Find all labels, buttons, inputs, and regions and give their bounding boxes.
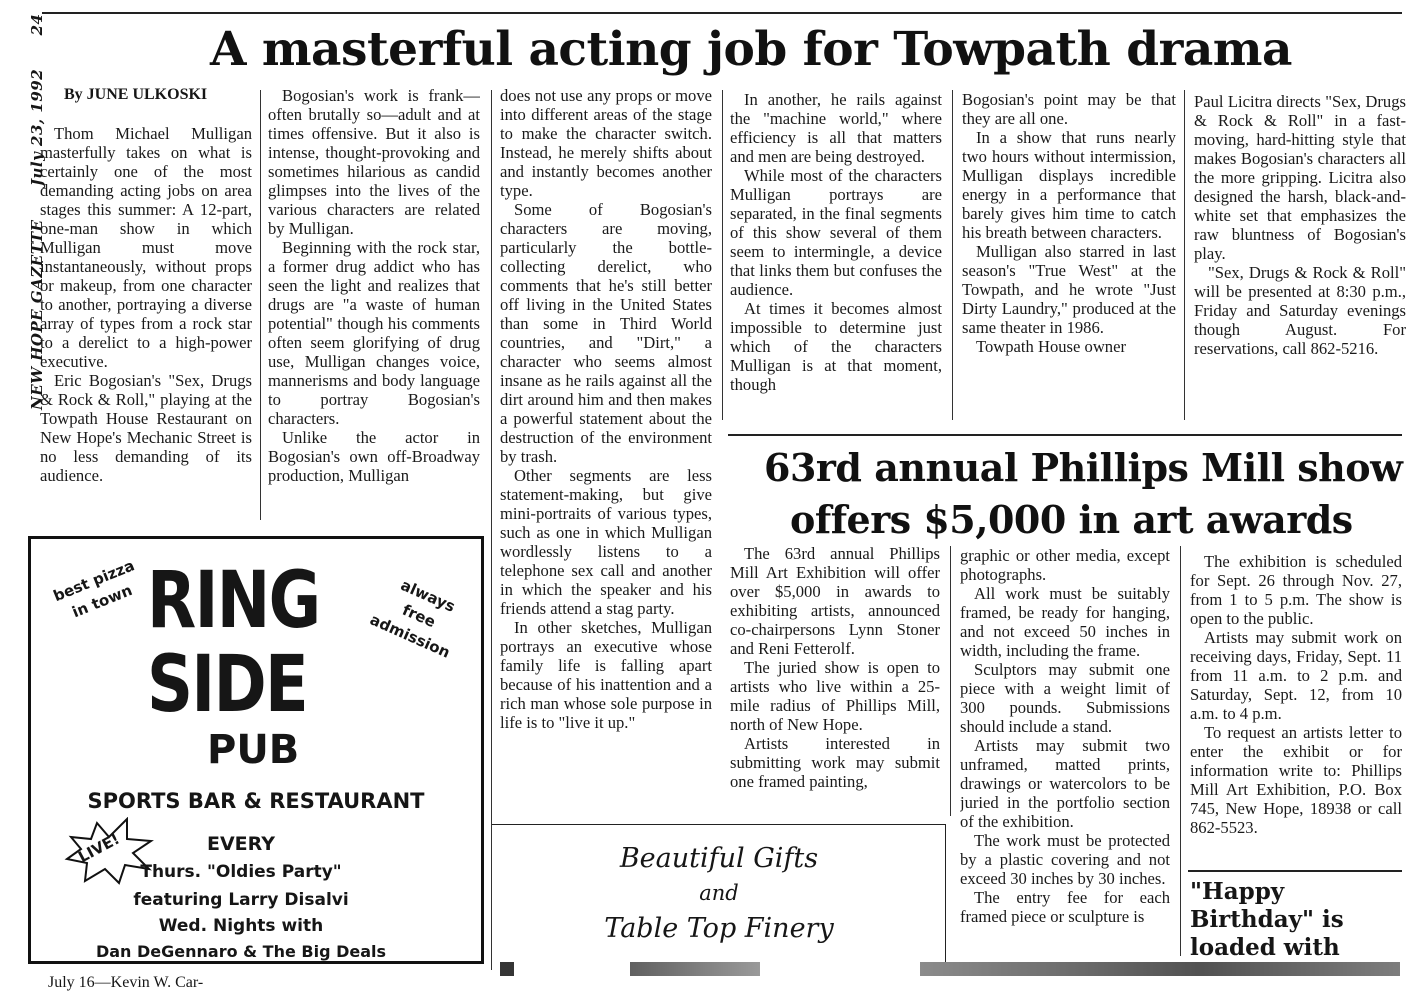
ad-event-2: featuring Larry Disalvi (133, 890, 349, 910)
ringside-ad (28, 536, 484, 964)
ad-event-3: Wed. Nights with (158, 916, 324, 936)
gifts-ad (492, 824, 946, 962)
paragraph: The entry fee for each framed piece or sculpture is (960, 888, 1170, 926)
paragraph: Eric Bogosian's "Sex, Drugs & Rock & Roll," playing at the Towpath House Restaurant on New Hope's Mechanic Street is no less demanding of its audience. (40, 371, 252, 485)
gifts-line-2: and (699, 881, 739, 905)
article2-headline-line1: 63rd annual Phillips Mill show (764, 445, 1403, 490)
paragraph: The 63rd annual Phillips Mill Art Exhibition will offer over $5,000 in awards to exhibiting artists, announced co-chairpersons Lynn Stoner and Reni Fetterolf. (730, 544, 940, 658)
top-rule (42, 12, 1402, 14)
paragraph: At times it becomes almost impossible to determine just which of the characters Mulligan is at that moment, though (730, 299, 942, 394)
column-divider (1180, 546, 1181, 956)
masthead (0, 0, 46, 420)
column-divider (1184, 90, 1185, 420)
article1-column-2 (268, 86, 480, 526)
article2-column-2 (960, 546, 1170, 960)
paragraph: The juried show is open to artists who live within a 25-mile radius of Phillips Mill, north of New Hope. (730, 658, 940, 734)
ad-name-pub: PUB (207, 727, 300, 773)
paragraph: Artists may submit work on receiving days, Friday, Sept. 11 from 11 a.m. to 2 p.m. and Saturday, Sept. 12, from 10 a.m. to 4 p.m. (1190, 628, 1402, 723)
paragraph: Thom Michael Mulligan masterfully takes on what is certainly one of the most demanding acting jobs on area stages this summer: A 12-part, one-man show in which Mulligan must move instantaneously, without props or makeup, from one character to another, portraying a diverse array of types from a rock star to a derelict to a high-power executive. (40, 124, 252, 371)
article3-rule (1188, 870, 1402, 872)
paragraph: Artists interested in submitting work may submit one framed painting, (730, 734, 940, 791)
paragraph: The exhibition is scheduled for Sept. 26 through Nov. 27, from 1 to 5 p.m. The show is open to the public. (1190, 552, 1402, 628)
column-divider (952, 90, 953, 420)
paragraph: Sculptors may submit one piece with a weight limit of 300 pounds. Submissions should include a stand. (960, 660, 1170, 736)
paragraph: Other segments are less statement-making, but give mini-portraits of various types, such as one in which Mulligan wordlessly listens to a telephone sex call and another in which the speaker and his friends attend a stag party. (500, 466, 712, 618)
article2-column-1 (730, 544, 940, 816)
column-divider (722, 90, 723, 420)
paragraph: All work must be suitably framed, be ready for hanging, and not exceed 50 inches in width, including the frame. (960, 584, 1170, 660)
ad-subtitle: SPORTS BAR & RESTAURANT (87, 789, 425, 813)
paragraph: To request an artists letter to enter the exhibit or for information write to: Phillips Mill Art Exhibition, P.O. Box 745, New Hope, 18938 or call 862-5523. (1190, 723, 1402, 837)
paragraph: "Sex, Drugs & Rock & Roll" will be presented at 8:30 p.m., Friday and Saturday evenings though August. For reservations, call 862-5216. (1194, 263, 1406, 358)
paragraph: Artists may submit two unframed, matted prints, drawings or watercolors to be juried in the portfolio section of the exhibition. (960, 736, 1170, 831)
article2-headline-line2: offers $5,000 in art awards (790, 497, 1353, 542)
paragraph: Bogosian's point may be that they are all one. (962, 90, 1176, 128)
ad-name-side: SIDE (147, 640, 308, 730)
paragraph: Paul Licitra directs "Sex, Drugs & Rock & Roll" in a fast-moving, hard-hitting style that makes Bogosian's characters all the more gripping. Licitra also designed the harsh, black-and-white set that emphasizes the raw bluntness of Bogosian's play. (1194, 92, 1406, 263)
column-divider (260, 90, 261, 520)
paragraph: In another, he rails against the "machine world," where efficiency is all that matters and men are being destroyed. (730, 90, 942, 166)
page-number: 24 (28, 13, 46, 36)
article3-headline: "Happy Birthday" is loaded with (1190, 878, 1344, 961)
ad-name-ring: RING (147, 556, 320, 646)
article1-column-1 (40, 124, 252, 528)
byline: By JUNE ULKOSKI (64, 86, 208, 103)
gifts-line-1: Beautiful Gifts (619, 843, 819, 874)
issue-date: July 23, 1992 (28, 68, 46, 187)
column-divider (950, 546, 951, 816)
article1-headline: A masterful acting job for Towpath drama (210, 22, 1292, 77)
ad-tag-right: always free admission (367, 575, 458, 662)
paragraph: Beginning with the rock star, a former drug addict who has seen the light and realizes that drugs are "a waste of human potential" though his comments often seem glorifying of drug use, Mulligan changes voice, mannerisms and body language to portray Bogosian's characters. (268, 238, 480, 428)
article1-column-3 (500, 86, 712, 814)
paragraph: Some of Bogosian's characters are moving, particularly the bottle-collecting derelict, who comments that he's still better off living in the United States than some in Third World countries, and "Dirt," a character who seems almost insane as he rails against all the dirt around him and then makes a powerful statement about the destruction of the environment by trash. (500, 200, 712, 466)
ad-event-1: Thurs. "Oldies Party" (140, 862, 342, 882)
article2-rule (728, 434, 1402, 436)
article1-column-6 (1194, 92, 1406, 422)
article1-column-4 (730, 90, 942, 416)
live-badge: LIVE! (75, 829, 123, 867)
paragraph: does not use any props or move into different areas of the stage to make the character switch. Instead, he merely shifts about and instantly becomes another type. (500, 86, 712, 200)
paragraph: In a show that runs nearly two hours without intermission, Mulligan displays incredible energy in a performance that barely gives him time to catch his breath between characters. (962, 128, 1176, 242)
paragraph: Towpath House owner (976, 337, 1126, 356)
paragraph: Mulligan also starred in last season's "True West" at the Towpath, and he wrote "Just Dirty Laundry," produced at the same theater in 1986. (962, 242, 1176, 337)
footer-fragment: July 16—Kevin W. Car- (48, 974, 204, 991)
paragraph: While most of the characters Mulligan portrays are separated, in the final segments of this show several of them seem to intermingle, a device that links them but confuses the audience. (730, 166, 942, 299)
publication-name: NEW HOPE GAZETTE (28, 219, 46, 410)
ad-event-4: Dan DeGennaro & The Big Deals (95, 942, 387, 961)
paragraph: Unlike the actor in Bogosian's own off-Broadway production, Mulligan (268, 428, 480, 485)
paragraph: Bogosian's work is frank—often brutally so—adult and at times offensive. But it also is intense, thought-provoking and sometimes hilarious as candid glimpses into the lives of the various characters are related by Mulligan. (268, 86, 480, 238)
scan-artifact (500, 962, 1400, 976)
article2-column-3 (1190, 552, 1402, 862)
paragraph: In other sketches, Mulligan portrays an executive whose family life is falling apart because of his inattention and a rich man whose sole purpose in life is to "live it up." (500, 618, 712, 732)
gifts-line-3: Table Top Finery (604, 913, 834, 944)
paragraph: The work must be protected by a plastic covering and not exceed 30 inches by 30 inches. (960, 831, 1170, 888)
ad-tag-left: best pizza in town (50, 556, 137, 622)
article1-column-5 (962, 90, 1176, 424)
ad-every: EVERY (206, 833, 275, 855)
paragraph: graphic or other media, except photographs. (960, 546, 1170, 584)
